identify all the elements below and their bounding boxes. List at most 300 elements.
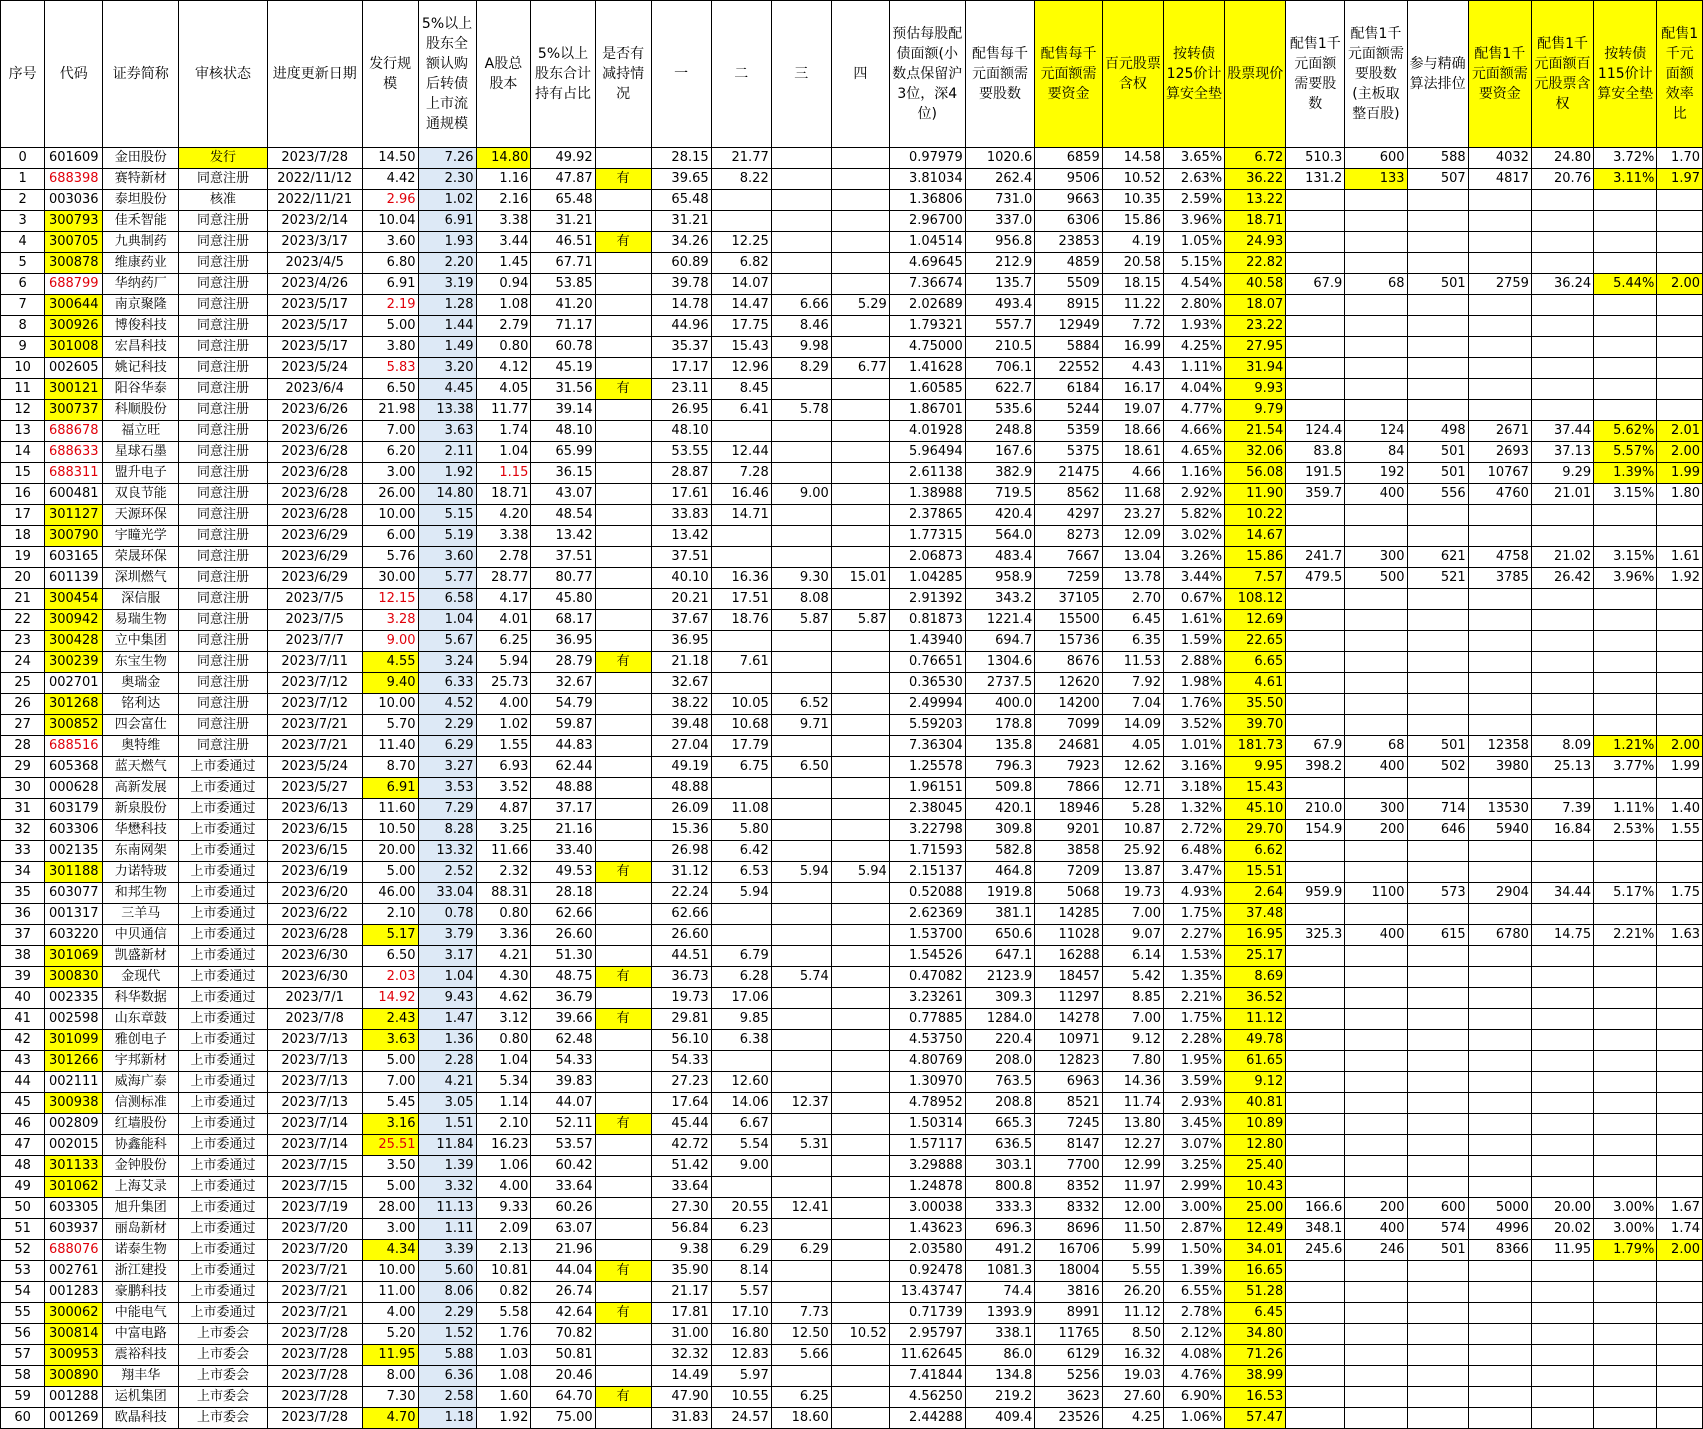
table-cell[interactable] (771, 673, 831, 694)
table-cell[interactable] (1407, 358, 1468, 379)
table-cell[interactable]: 491.2 (965, 1240, 1035, 1261)
table-cell[interactable] (1407, 526, 1468, 547)
table-cell[interactable]: 上市委通过 (179, 1114, 268, 1135)
table-cell[interactable]: 34.44 (1531, 883, 1593, 904)
table-cell[interactable]: 6.00 (362, 526, 418, 547)
table-cell[interactable]: 同意注册 (179, 505, 268, 526)
table-cell[interactable]: 上市委通过 (179, 925, 268, 946)
table-cell[interactable] (595, 337, 651, 358)
table-cell[interactable]: 17.75 (711, 316, 771, 337)
table-cell[interactable]: 8915 (1035, 295, 1102, 316)
table-cell[interactable] (1594, 526, 1657, 547)
table-cell[interactable] (1468, 1177, 1531, 1198)
table-cell[interactable]: 5509 (1035, 274, 1102, 295)
table-cell[interactable] (595, 421, 651, 442)
table-cell[interactable]: 9.79 (1225, 400, 1286, 421)
table-cell[interactable]: 5.17 (362, 925, 418, 946)
table-cell[interactable]: 12.99 (1102, 1156, 1163, 1177)
table-cell[interactable]: 14.06 (711, 1093, 771, 1114)
table-cell[interactable] (1594, 1345, 1657, 1366)
table-cell[interactable]: 301008 (45, 337, 103, 358)
table-cell[interactable]: 34 (1, 862, 45, 883)
table-cell[interactable]: 4.54% (1163, 274, 1224, 295)
table-cell[interactable]: 14285 (1035, 904, 1102, 925)
table-cell[interactable] (1407, 673, 1468, 694)
table-cell[interactable]: 2.64 (1225, 883, 1286, 904)
table-cell[interactable]: 15736 (1035, 631, 1102, 652)
table-cell[interactable]: 60.78 (531, 337, 595, 358)
table-cell[interactable] (1657, 652, 1703, 673)
table-cell[interactable] (1594, 1303, 1657, 1324)
table-cell[interactable]: 37.13 (1531, 442, 1593, 463)
table-cell[interactable] (1286, 862, 1345, 883)
table-cell[interactable]: 5.34 (476, 1072, 531, 1093)
table-cell[interactable] (1407, 1387, 1468, 1408)
table-cell[interactable]: 13.87 (1102, 862, 1163, 883)
table-cell[interactable]: 2.00 (1657, 274, 1703, 295)
table-cell[interactable] (831, 925, 889, 946)
table-cell[interactable]: 5.00 (362, 862, 418, 883)
table-cell[interactable]: 18457 (1035, 967, 1102, 988)
table-cell[interactable] (1407, 1114, 1468, 1135)
table-cell[interactable] (831, 484, 889, 505)
table-cell[interactable]: 6.82 (711, 253, 771, 274)
table-cell[interactable]: 双良节能 (103, 484, 179, 505)
table-cell[interactable] (1657, 1282, 1703, 1303)
table-cell[interactable]: 31 (1, 799, 45, 820)
table-cell[interactable]: 2023/7/8 (267, 1009, 362, 1030)
table-cell[interactable]: 1.74 (1657, 1219, 1703, 1240)
table-cell[interactable] (595, 1198, 651, 1219)
table-cell[interactable]: 300878 (45, 253, 103, 274)
table-cell[interactable]: 1.41628 (889, 358, 965, 379)
table-cell[interactable]: 33.83 (651, 505, 711, 526)
table-cell[interactable]: 2023/7/14 (267, 1114, 362, 1135)
table-cell[interactable] (595, 1072, 651, 1093)
table-cell[interactable]: 7.04 (1102, 694, 1163, 715)
table-cell[interactable]: 4.65% (1163, 442, 1224, 463)
table-cell[interactable]: 星球石墨 (103, 442, 179, 463)
table-cell[interactable]: 16.53 (1225, 1387, 1286, 1408)
table-cell[interactable] (1531, 400, 1593, 421)
table-cell[interactable]: 45 (1, 1093, 45, 1114)
table-cell[interactable]: 6.36 (418, 1366, 476, 1387)
table-cell[interactable]: 5.82% (1163, 505, 1224, 526)
table-cell[interactable]: 13.22 (1225, 190, 1286, 211)
table-cell[interactable]: 宇瞳光学 (103, 526, 179, 547)
table-cell[interactable]: 4.04% (1163, 379, 1224, 400)
table-cell[interactable] (1345, 337, 1407, 358)
table-cell[interactable] (595, 673, 651, 694)
table-cell[interactable]: 26.95 (651, 400, 711, 421)
table-cell[interactable]: 4.75000 (889, 337, 965, 358)
table-cell[interactable]: 13 (1, 421, 45, 442)
table-cell[interactable] (1345, 253, 1407, 274)
table-cell[interactable] (1345, 358, 1407, 379)
table-cell[interactable]: 高新发展 (103, 778, 179, 799)
table-cell[interactable] (1345, 1261, 1407, 1282)
table-cell[interactable] (1657, 253, 1703, 274)
table-cell[interactable]: 36.79 (531, 988, 595, 1009)
table-cell[interactable]: 15.36 (651, 820, 711, 841)
table-cell[interactable]: 48.88 (531, 778, 595, 799)
table-cell[interactable] (831, 1219, 889, 1240)
table-cell[interactable]: 510.3 (1286, 148, 1345, 169)
table-cell[interactable]: 2.00 (1657, 1240, 1703, 1261)
table-cell[interactable]: 1.97 (1657, 169, 1703, 190)
table-cell[interactable] (1286, 715, 1345, 736)
table-cell[interactable]: 豪鹏科技 (103, 1282, 179, 1303)
table-cell[interactable] (1345, 1303, 1407, 1324)
table-cell[interactable]: 13530 (1468, 799, 1531, 820)
table-cell[interactable] (771, 631, 831, 652)
table-cell[interactable]: 300814 (45, 1324, 103, 1345)
table-cell[interactable]: 60.26 (531, 1198, 595, 1219)
table-cell[interactable]: 719.5 (965, 484, 1035, 505)
table-cell[interactable]: 219.2 (965, 1387, 1035, 1408)
table-cell[interactable] (1657, 589, 1703, 610)
table-cell[interactable] (1657, 1051, 1703, 1072)
table-cell[interactable] (595, 820, 651, 841)
table-cell[interactable]: 有 (595, 967, 651, 988)
table-cell[interactable] (1531, 967, 1593, 988)
table-cell[interactable]: 493.4 (965, 295, 1035, 316)
table-cell[interactable] (1468, 988, 1531, 1009)
table-cell[interactable]: 20.02 (1531, 1219, 1593, 1240)
table-cell[interactable]: 7.00 (1102, 904, 1163, 925)
table-cell[interactable]: 4.76% (1163, 1366, 1224, 1387)
table-cell[interactable]: 威海广泰 (103, 1072, 179, 1093)
table-cell[interactable]: 36.95 (531, 631, 595, 652)
table-cell[interactable]: 40.10 (651, 568, 711, 589)
table-cell[interactable]: 10.55 (711, 1387, 771, 1408)
table-cell[interactable]: 4.00 (476, 694, 531, 715)
table-cell[interactable]: 上市委通过 (179, 778, 268, 799)
table-cell[interactable] (1594, 337, 1657, 358)
table-cell[interactable]: 同意注册 (179, 715, 268, 736)
table-cell[interactable] (1657, 1261, 1703, 1282)
table-cell[interactable]: 22.24 (651, 883, 711, 904)
table-cell[interactable] (1286, 379, 1345, 400)
table-cell[interactable]: 6.35 (1102, 631, 1163, 652)
table-cell[interactable] (1594, 1324, 1657, 1345)
table-cell[interactable] (595, 1240, 651, 1261)
table-cell[interactable] (1468, 841, 1531, 862)
table-cell[interactable] (831, 1135, 889, 1156)
table-cell[interactable]: 2023/7/15 (267, 1177, 362, 1198)
table-cell[interactable] (1531, 253, 1593, 274)
table-cell[interactable]: 12.37 (771, 1093, 831, 1114)
table-cell[interactable]: 36.24 (1531, 274, 1593, 295)
table-cell[interactable]: 54.33 (651, 1051, 711, 1072)
column-header[interactable]: 发行规模 (362, 1, 418, 148)
table-cell[interactable] (1407, 505, 1468, 526)
table-cell[interactable] (1407, 904, 1468, 925)
table-cell[interactable]: 501 (1407, 1240, 1468, 1261)
table-cell[interactable] (595, 1051, 651, 1072)
table-cell[interactable]: 300 (1345, 547, 1407, 568)
table-cell[interactable]: 10.50 (362, 820, 418, 841)
table-cell[interactable]: 8.14 (711, 1261, 771, 1282)
table-cell[interactable] (1531, 211, 1593, 232)
table-cell[interactable]: 27.60 (1102, 1387, 1163, 1408)
table-cell[interactable] (1345, 778, 1407, 799)
table-cell[interactable]: 5.97 (711, 1366, 771, 1387)
table-cell[interactable]: 557.7 (965, 316, 1035, 337)
table-cell[interactable]: 3.38 (476, 211, 531, 232)
table-cell[interactable]: 67.9 (1286, 736, 1345, 757)
table-cell[interactable] (1657, 358, 1703, 379)
table-cell[interactable]: 5244 (1035, 400, 1102, 421)
table-cell[interactable]: 181.73 (1225, 736, 1286, 757)
table-cell[interactable]: 中贝通信 (103, 925, 179, 946)
table-cell[interactable]: 56 (1, 1324, 45, 1345)
table-cell[interactable]: 16.32 (1102, 1345, 1163, 1366)
table-cell[interactable]: 17.79 (711, 736, 771, 757)
table-cell[interactable]: 2.30 (418, 169, 476, 190)
table-cell[interactable]: 42.64 (531, 1303, 595, 1324)
table-cell[interactable]: 5.17% (1594, 883, 1657, 904)
table-cell[interactable]: 30 (1, 778, 45, 799)
table-cell[interactable] (595, 589, 651, 610)
table-cell[interactable] (1468, 190, 1531, 211)
table-cell[interactable]: 5068 (1035, 883, 1102, 904)
table-cell[interactable]: 2.44288 (889, 1408, 965, 1429)
table-cell[interactable]: 32.67 (651, 673, 711, 694)
table-cell[interactable]: 15 (1, 463, 45, 484)
table-cell[interactable]: 38.22 (651, 694, 711, 715)
table-cell[interactable] (1286, 1156, 1345, 1177)
table-cell[interactable]: 0.47082 (889, 967, 965, 988)
table-cell[interactable]: 26.60 (651, 925, 711, 946)
table-cell[interactable]: 135.8 (965, 736, 1035, 757)
table-cell[interactable]: 688678 (45, 421, 103, 442)
table-cell[interactable] (1594, 253, 1657, 274)
table-cell[interactable] (1286, 778, 1345, 799)
table-cell[interactable] (831, 505, 889, 526)
table-cell[interactable]: 1.21% (1594, 736, 1657, 757)
table-cell[interactable]: 2023/6/29 (267, 547, 362, 568)
table-cell[interactable]: 2023/6/26 (267, 400, 362, 421)
table-cell[interactable]: 5.54 (711, 1135, 771, 1156)
table-cell[interactable]: 1.06% (1163, 1408, 1224, 1429)
table-cell[interactable]: 3.29888 (889, 1156, 965, 1177)
table-cell[interactable] (1657, 778, 1703, 799)
table-cell[interactable]: 32.32 (651, 1345, 711, 1366)
table-cell[interactable]: 343.2 (965, 589, 1035, 610)
table-cell[interactable]: 1.59% (1163, 631, 1224, 652)
table-cell[interactable]: 同意注册 (179, 694, 268, 715)
table-cell[interactable]: 7.92 (1102, 673, 1163, 694)
table-cell[interactable]: 26.20 (1102, 1282, 1163, 1303)
table-cell[interactable]: 核准 (179, 190, 268, 211)
table-cell[interactable] (1468, 400, 1531, 421)
table-cell[interactable]: 5.57 (711, 1282, 771, 1303)
table-cell[interactable]: 上市委会 (179, 1324, 268, 1345)
table-cell[interactable]: 192 (1345, 463, 1407, 484)
table-cell[interactable]: 12.49 (1225, 1219, 1286, 1240)
table-cell[interactable]: 9.85 (711, 1009, 771, 1030)
table-cell[interactable]: 28.00 (362, 1198, 418, 1219)
table-cell[interactable]: 2.09 (476, 1219, 531, 1240)
table-cell[interactable]: 13.80 (1102, 1114, 1163, 1135)
table-cell[interactable] (1407, 400, 1468, 421)
table-cell[interactable] (831, 211, 889, 232)
table-cell[interactable] (771, 841, 831, 862)
table-cell[interactable]: 11 (1, 379, 45, 400)
table-cell[interactable]: 2.21% (1594, 925, 1657, 946)
table-cell[interactable]: 6306 (1035, 211, 1102, 232)
table-cell[interactable]: 11.12 (1225, 1009, 1286, 1030)
column-header[interactable]: 四 (831, 1, 889, 148)
table-cell[interactable]: 498 (1407, 421, 1468, 442)
table-cell[interactable]: 5.94 (831, 862, 889, 883)
table-cell[interactable] (1286, 967, 1345, 988)
table-cell[interactable]: 2023/6/28 (267, 925, 362, 946)
table-cell[interactable]: 同意注册 (179, 274, 268, 295)
table-cell[interactable]: 1.39% (1163, 1261, 1224, 1282)
table-cell[interactable] (1594, 1366, 1657, 1387)
table-cell[interactable]: 18.61 (1102, 442, 1163, 463)
table-cell[interactable] (595, 316, 651, 337)
table-cell[interactable]: 41 (1, 1009, 45, 1030)
table-cell[interactable] (1468, 862, 1531, 883)
table-cell[interactable]: 华纳药厂 (103, 274, 179, 295)
table-cell[interactable]: 红墙股份 (103, 1114, 179, 1135)
table-cell[interactable] (1531, 1177, 1593, 1198)
table-cell[interactable]: 2.29 (418, 715, 476, 736)
table-cell[interactable] (595, 946, 651, 967)
table-cell[interactable] (831, 967, 889, 988)
table-cell[interactable]: 2.92% (1163, 484, 1224, 505)
table-cell[interactable]: 2023/6/15 (267, 841, 362, 862)
table-cell[interactable]: 27.04 (651, 736, 711, 757)
table-cell[interactable]: 31.83 (651, 1408, 711, 1429)
table-cell[interactable] (831, 883, 889, 904)
table-cell[interactable]: 1.93 (418, 232, 476, 253)
table-cell[interactable]: 4.61 (1225, 673, 1286, 694)
table-cell[interactable]: 3.39 (418, 1240, 476, 1261)
table-cell[interactable] (771, 526, 831, 547)
table-cell[interactable]: 11.95 (1531, 1240, 1593, 1261)
table-cell[interactable]: 1.55 (1657, 820, 1703, 841)
table-cell[interactable] (711, 673, 771, 694)
table-cell[interactable]: 84 (1345, 442, 1407, 463)
table-cell[interactable]: 3980 (1468, 757, 1531, 778)
table-cell[interactable] (831, 148, 889, 169)
table-cell[interactable]: 2.03580 (889, 1240, 965, 1261)
table-cell[interactable]: 2.59% (1163, 190, 1224, 211)
table-cell[interactable]: 4.20 (476, 505, 531, 526)
table-cell[interactable] (1407, 1303, 1468, 1324)
table-cell[interactable]: 37.44 (1531, 421, 1593, 442)
table-cell[interactable]: 2023/7/21 (267, 1282, 362, 1303)
table-cell[interactable]: 6.90% (1163, 1387, 1224, 1408)
table-cell[interactable]: 2023/7/28 (267, 1324, 362, 1345)
table-cell[interactable]: 深信服 (103, 589, 179, 610)
table-cell[interactable]: 25.17 (1225, 946, 1286, 967)
table-cell[interactable]: 398.2 (1286, 757, 1345, 778)
table-cell[interactable] (1594, 862, 1657, 883)
table-cell[interactable] (1594, 1408, 1657, 1429)
table-cell[interactable] (1286, 253, 1345, 274)
table-cell[interactable] (771, 799, 831, 820)
table-cell[interactable]: 3.63 (418, 421, 476, 442)
table-cell[interactable] (1594, 1156, 1657, 1177)
table-cell[interactable]: 宇邦新材 (103, 1051, 179, 1072)
table-cell[interactable]: 3.17 (418, 946, 476, 967)
table-cell[interactable]: 4.66% (1163, 421, 1224, 442)
table-cell[interactable]: 37.51 (651, 547, 711, 568)
table-cell[interactable]: 2023/6/30 (267, 967, 362, 988)
table-cell[interactable]: 2.43 (362, 1009, 418, 1030)
table-cell[interactable]: 7.57 (1225, 568, 1286, 589)
table-cell[interactable]: 2023/5/24 (267, 358, 362, 379)
table-cell[interactable]: 11.66 (476, 841, 531, 862)
table-cell[interactable] (771, 547, 831, 568)
column-header[interactable]: 5%以上股东全额认购后转债上市流通规模 (418, 1, 476, 148)
table-cell[interactable]: 2023/7/28 (267, 1345, 362, 1366)
table-cell[interactable]: 35 (1, 883, 45, 904)
table-cell[interactable]: 464.8 (965, 862, 1035, 883)
table-cell[interactable] (1594, 295, 1657, 316)
table-cell[interactable]: 2022/11/12 (267, 169, 362, 190)
table-cell[interactable]: 浙江建投 (103, 1261, 179, 1282)
table-cell[interactable]: 博俊科技 (103, 316, 179, 337)
table-cell[interactable] (1345, 1093, 1407, 1114)
table-cell[interactable] (1657, 379, 1703, 400)
table-cell[interactable]: 6.91 (418, 211, 476, 232)
table-cell[interactable]: 1.02 (476, 715, 531, 736)
table-cell[interactable]: 上市委会 (179, 1366, 268, 1387)
table-cell[interactable]: 55 (1, 1303, 45, 1324)
table-cell[interactable]: 49.19 (651, 757, 711, 778)
table-cell[interactable]: 上市委通过 (179, 1303, 268, 1324)
table-cell[interactable]: 2.80% (1163, 295, 1224, 316)
table-cell[interactable] (1594, 379, 1657, 400)
table-cell[interactable]: 11.12 (1102, 1303, 1163, 1324)
table-cell[interactable] (1286, 1408, 1345, 1429)
table-cell[interactable]: 4032 (1468, 148, 1531, 169)
table-cell[interactable] (1286, 841, 1345, 862)
table-cell[interactable]: 56.84 (651, 1219, 711, 1240)
table-cell[interactable]: 2.63% (1163, 169, 1224, 190)
table-cell[interactable]: 27.95 (1225, 337, 1286, 358)
table-cell[interactable]: 同意注册 (179, 631, 268, 652)
table-cell[interactable]: 同意注册 (179, 568, 268, 589)
table-cell[interactable] (1657, 400, 1703, 421)
table-cell[interactable] (1468, 1345, 1531, 1366)
table-cell[interactable]: 5884 (1035, 337, 1102, 358)
table-cell[interactable]: 7.00 (362, 1072, 418, 1093)
table-cell[interactable]: 3.28 (362, 610, 418, 631)
table-cell[interactable]: 发行 (179, 148, 268, 169)
table-cell[interactable] (1531, 526, 1593, 547)
table-cell[interactable] (1345, 1345, 1407, 1366)
table-cell[interactable] (1286, 211, 1345, 232)
table-cell[interactable] (771, 946, 831, 967)
table-cell[interactable] (1657, 1093, 1703, 1114)
table-cell[interactable]: 7.29 (418, 799, 476, 820)
table-cell[interactable]: 210.5 (965, 337, 1035, 358)
table-cell[interactable]: 10.35 (1102, 190, 1163, 211)
table-cell[interactable]: 12.27 (1102, 1135, 1163, 1156)
table-cell[interactable]: 1.43623 (889, 1219, 965, 1240)
table-cell[interactable]: 603165 (45, 547, 103, 568)
table-cell[interactable]: 14.36 (1102, 1072, 1163, 1093)
table-cell[interactable]: 中富电路 (103, 1324, 179, 1345)
table-cell[interactable] (1657, 610, 1703, 631)
